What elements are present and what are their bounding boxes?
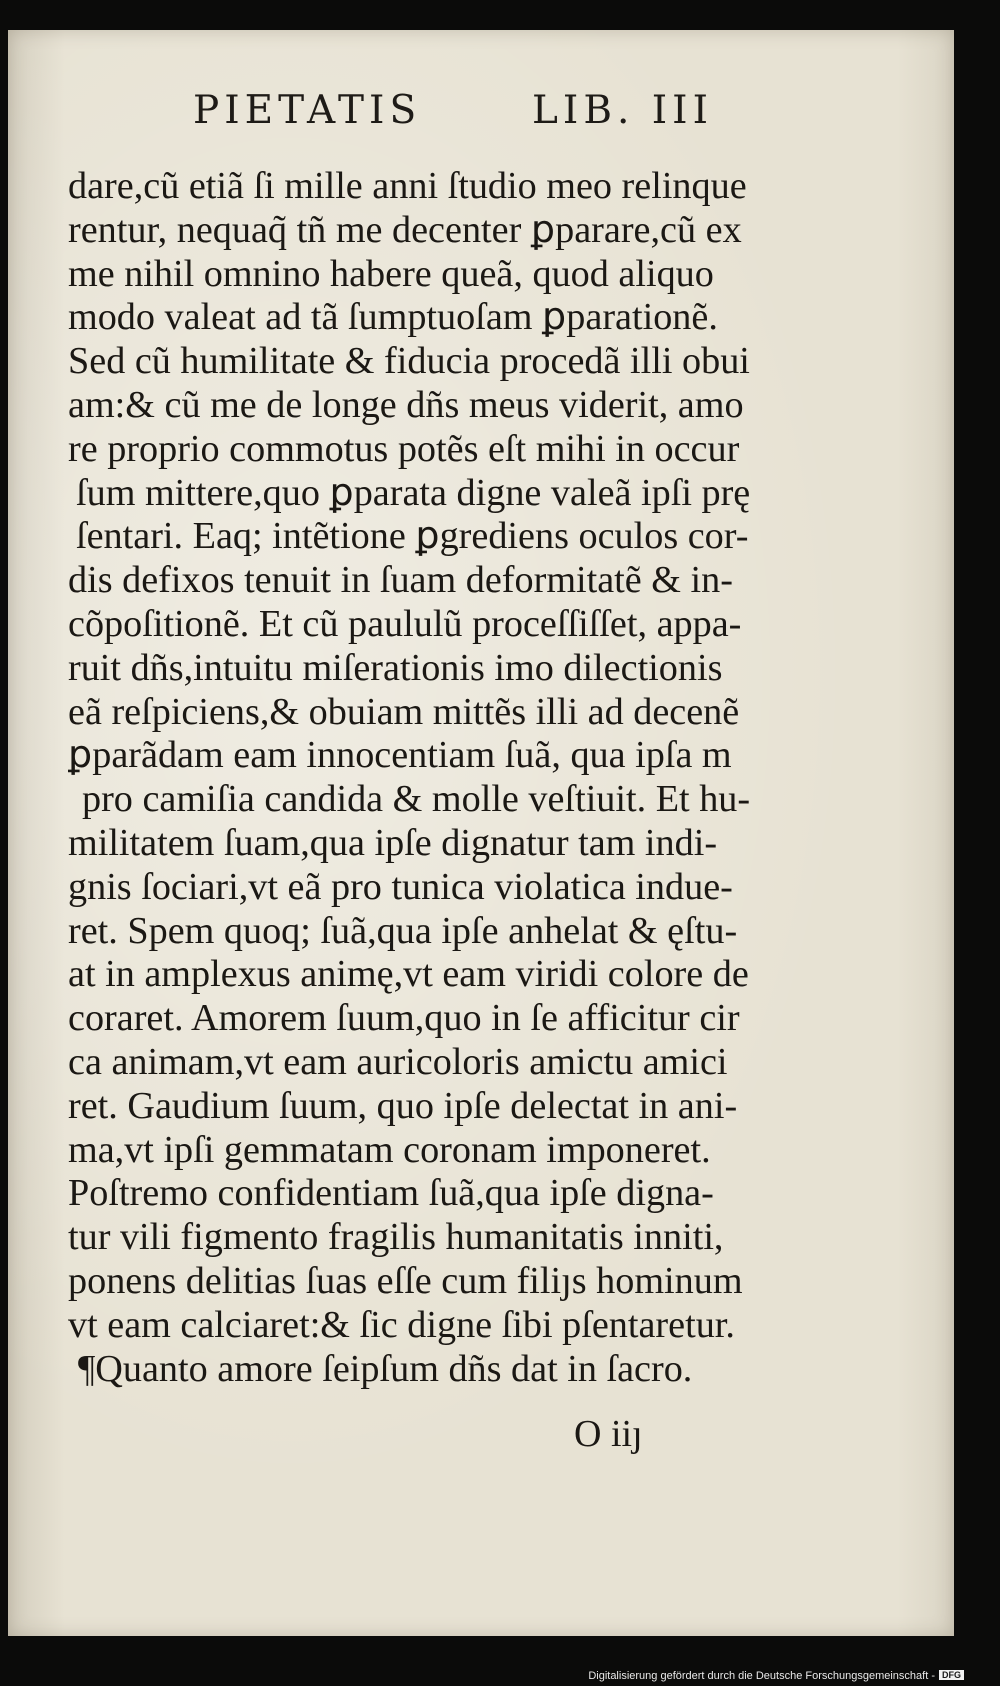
text-line: Sed cũ humilitate & fiducia procedã illi obui [68,340,750,383]
signature-mark: O iiȷ [574,1413,643,1455]
credit-text: Digitalisierung gefördert durch die Deutsche Forschungsgemeinschaft - [588,1670,935,1682]
text-line: vt eam calciaret:& ſic digne ſibi pſentaretur. [68,1303,735,1346]
text-line: ſum mittere,quo ꝑparata digne valeã ipſi prę [76,471,751,514]
running-head-title: PIETATIS [193,88,422,133]
text-line: pro camiſia candida & molle veſtiuit. Et hu- [82,778,751,821]
body-text [68,165,803,1391]
rubric-heading: ¶Quanto amore ſeipſum dñs dat in ſacro. [78,1347,693,1390]
text-line: me nihil omnino habere queã, quod aliquo [68,252,714,295]
text-line: am:& cũ me de longe dñs meus viderit, amo [68,383,744,426]
text-line: dis defixos tenuit in ſuam deformitatẽ & in- [68,559,733,602]
text-line: ſentari. Eaq; intẽtione ꝑgrediens oculos cor- [76,515,749,558]
text-line: ponens delitias ſuas eſſe cum filiȷs hominum [68,1259,743,1302]
text-line: modo valeat ad tã ſumptuoſam ꝑparationẽ. [68,296,718,339]
text-line: cõpoſitionẽ. Et cũ paululũ proceſſiſſet, appa- [68,602,742,645]
text-line: ret. Spem quoq; ſuã,qua ipſe anhelat & ęſtu- [68,909,738,952]
text-line: Poſtremo confidentiam ſuã,qua ipſe digna- [68,1172,714,1215]
book-page [8,30,954,1636]
text-line: gnis ſociari,vt eã pro tunica violatica indue- [68,865,733,908]
text-line: ret. Gaudium ſuum, quo ipſe delectat in ani- [68,1084,738,1127]
running-head [193,88,713,148]
text-line: ca animam,vt eam auricoloris amictu amici [68,1040,728,1083]
text-line: rentur, nequaq̃ tñ me decenter ꝑparare,cũ ex [68,208,742,251]
text-line: re proprio commotus potẽs eſt mihi in occur [68,427,740,470]
text-line: coraret. Amorem ſuum,quo in ſe afficitur cir [68,997,740,1040]
text-line: dare,cũ etiã ſi mille anni ſtudio meo relinque [68,165,747,207]
text-line: at in amplexus animę,vt eam viridi colore de [68,953,749,996]
text-line: tur vili figmento fragilis humanitatis inniti, [68,1216,724,1259]
text-line: ma,vt ipſi gemmatam coronam imponeret. [68,1128,711,1171]
digitization-credit [588,1670,964,1682]
text-line: ꝑparãdam eam innocentiam ſuã, qua ipſa m [68,734,732,777]
text-line: eã reſpiciens,& obuiam mittẽs illi ad decenẽ [68,690,740,733]
running-head-book: LIB. III [532,88,713,133]
text-line: ruit dñs,intuitu miſerationis imo dilectionis [68,646,723,689]
dfg-logo: DFG [939,1670,964,1680]
text-line: militatem ſuam,qua ipſe dignatur tam indi- [68,821,718,864]
